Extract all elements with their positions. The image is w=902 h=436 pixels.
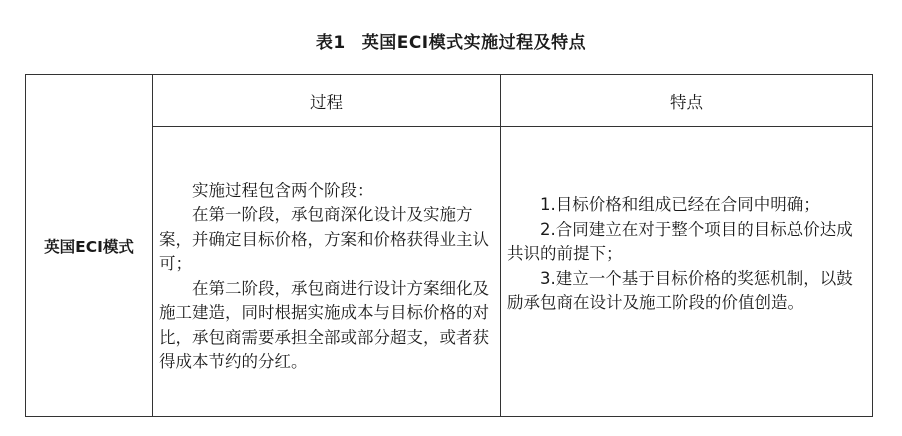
process-paragraph: 在第二阶段，承包商进行设计方案细化及施工建造，同时根据实施成本与目标价格的对比，承包商需要承担全部或部分超支，或者获得成本节约的分红。: [159, 278, 489, 371]
header-features: 特点: [501, 75, 873, 127]
header-process: 过程: [153, 75, 501, 127]
feature-paragraph: 1.目标价格和组成已经在合同中明确；: [540, 195, 820, 215]
process-cell: [153, 127, 501, 417]
table-caption: [0, 28, 902, 53]
eci-table: [25, 74, 873, 417]
feature-paragraph: 2.合同建立在对于整个项目的目标总价达成共识的前提下；: [507, 219, 853, 264]
content-row: [26, 127, 873, 417]
features-cell: [501, 127, 873, 417]
header-row: [26, 75, 873, 127]
feature-paragraph: 3.建立一个基于目标价格的奖惩机制，以鼓励承包商在设计及施工阶段的价值创造。: [507, 268, 853, 313]
row-label-cell: [26, 75, 153, 417]
table-number: 表1: [315, 33, 346, 53]
table-title: 英国ECI模式实施过程及特点: [361, 33, 587, 53]
row-label: 英国ECI模式: [44, 237, 134, 256]
process-paragraph: 在第一阶段，承包商深化设计及实施方案，并确定目标价格，方案和价格获得业主认可；: [159, 205, 489, 273]
process-paragraph: 实施过程包含两个阶段：: [192, 180, 374, 200]
